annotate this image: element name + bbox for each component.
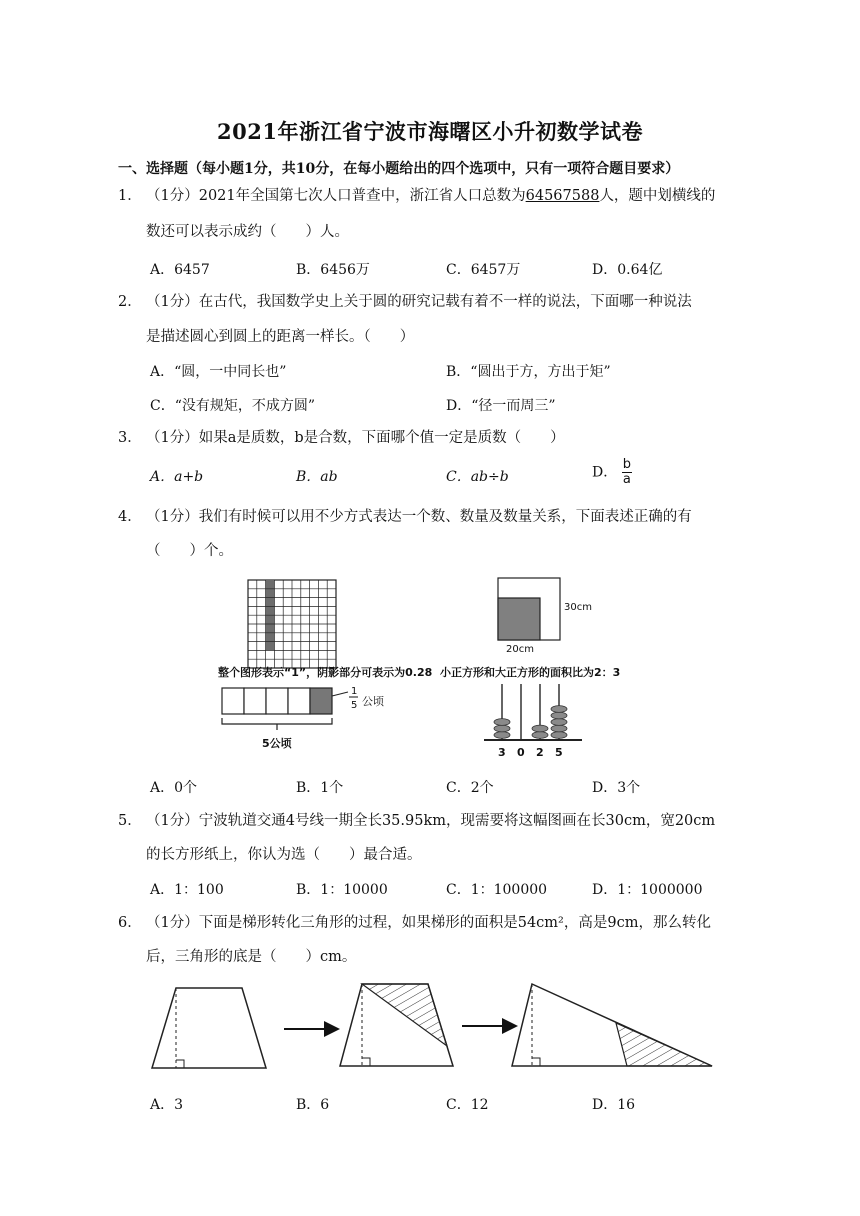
- q3-option-c[interactable]: C．ab÷b: [446, 469, 509, 485]
- q4-squares-figure: [498, 578, 560, 640]
- q1-underlined-number: 64567588: [525, 188, 600, 204]
- q3-frac-den: a: [622, 472, 631, 487]
- q4-small-square-label: 20cm: [506, 644, 534, 655]
- q4-option-d[interactable]: D．3个: [592, 780, 641, 796]
- q3-option-d-label: D．: [592, 464, 618, 481]
- q6-trapezoid-cut: [340, 984, 453, 1066]
- q3-number: 3．: [118, 430, 142, 446]
- q1-option-a[interactable]: A．6457: [150, 262, 210, 278]
- q6-line1: （1分）下面是梯形转化三角形的过程，如果梯形的面积是54cm²，高是9cm，那么转化: [146, 915, 711, 931]
- q3-frac-num: b: [622, 457, 631, 472]
- q6-triangle: [512, 984, 712, 1066]
- q4-abacus-digit: 0: [517, 746, 525, 759]
- q1-option-b[interactable]: B．6456万: [296, 262, 370, 278]
- q1-line2: 数还可以表示成约（ ）人。: [146, 224, 349, 240]
- q3-option-a[interactable]: A．a+b: [150, 469, 204, 485]
- q4-grid-shaded-cell: [266, 598, 275, 607]
- q1-option-c[interactable]: C．6457万: [446, 262, 521, 278]
- q4-big-square-label: 30cm: [564, 602, 592, 613]
- q4-abacus-bead: [551, 706, 567, 713]
- q6-option-d[interactable]: D．16: [592, 1097, 636, 1113]
- q4-abacus-bead: [551, 732, 567, 739]
- q2-option-a[interactable]: A．“圆，一中同长也”: [150, 364, 287, 380]
- q4-abacus-bead: [551, 725, 567, 732]
- q1-line1: [146, 186, 715, 206]
- q4-grid-shaded-cell: [266, 633, 275, 642]
- q4-grid-shaded-cell: [266, 615, 275, 624]
- q4-abacus-beads: [494, 706, 567, 739]
- q3-line1: （1分）如果a是质数，b是合数，下面哪个值一定是质数（ ）: [146, 430, 565, 446]
- q4-grid-caption: 整个图形表示“1”，阴影部分可表示为0.28: [218, 666, 433, 679]
- q4-abacus-bead: [532, 732, 548, 739]
- q6-line2: 后，三角形的底是（ ）cm。: [146, 949, 357, 965]
- q2-option-d[interactable]: D．“径一而周三”: [446, 398, 556, 414]
- q4-line1: （1分）我们有时候可以用不少方式表达一个数、数量及数量关系，下面表述正确的有: [146, 509, 692, 525]
- q4-grid-shaded-cell: [266, 589, 275, 598]
- q1-number: 1．: [118, 188, 142, 204]
- q4-line2: （ ）个。: [146, 543, 233, 559]
- q6-trapezoid: [152, 988, 266, 1068]
- q4-option-c[interactable]: C．2个: [446, 780, 494, 796]
- q6-option-a[interactable]: A．3: [150, 1097, 184, 1113]
- q4-bar-unit-label: 公顷: [362, 695, 384, 708]
- q6-figure: [140, 976, 730, 1076]
- q4-abacus-bead: [494, 719, 510, 726]
- q2-number: 2．: [118, 294, 142, 310]
- q3-fraction: [622, 458, 632, 487]
- q4-squares-caption: 小正方形和大正方形的面积比为2：3: [440, 666, 621, 679]
- q5-option-d[interactable]: D．1：1000000: [592, 882, 703, 898]
- q3-option-b[interactable]: B．ab: [296, 469, 338, 485]
- q4-abacus-bead: [551, 719, 567, 726]
- q4-grid-figure: [248, 580, 336, 668]
- q1-line1-a: （1分）2021年全国第七次人口普查中，浙江省人口总数为: [146, 188, 526, 204]
- q4-bar-shaded-cell: [310, 688, 332, 714]
- q4-bar-frac-den: 5: [351, 700, 358, 711]
- q5-number: 5．: [118, 813, 142, 829]
- q4-small-square: [498, 598, 540, 640]
- q4-abacus-digit: 5: [555, 746, 563, 759]
- q4-grid-shaded-cell: [266, 642, 275, 651]
- q4-abacus-bead: [551, 712, 567, 719]
- q4-bar-brace: [222, 718, 332, 730]
- q4-bar-total-label: 5公顷: [262, 737, 292, 750]
- q4-grid-shaded-cell: [266, 580, 275, 589]
- section-heading: 一、选择题（每小题1分，共10分，在每小题给出的四个选项中，只有一项符合题目要求）: [118, 161, 680, 177]
- q6-option-b[interactable]: B．6: [296, 1097, 330, 1113]
- q2-line2: 是描述圆心到圆上的距离一样长。（ ）: [146, 329, 415, 345]
- q1-option-d[interactable]: D．0.64亿: [592, 262, 663, 278]
- q6-option-c[interactable]: C．12: [446, 1097, 489, 1113]
- page-title: 2021年浙江省宁波市海曙区小升初数学试卷: [217, 119, 643, 144]
- q1-line1-b: 人，题中划横线的: [599, 188, 716, 204]
- q2-option-b[interactable]: B．“圆出于方，方出于矩”: [446, 364, 611, 380]
- q4-abacus-bead: [494, 732, 510, 739]
- q2-option-c[interactable]: C．“没有规矩，不成方圆”: [150, 398, 316, 414]
- q4-bar-figure: [222, 688, 348, 730]
- q5-option-a[interactable]: A．1：100: [150, 882, 224, 898]
- q4-abacus-bead: [494, 725, 510, 732]
- q3-option-d[interactable]: [592, 458, 632, 487]
- q4-option-b[interactable]: B．1个: [296, 780, 344, 796]
- q4-grid-shaded-cell: [266, 606, 275, 615]
- q5-option-b[interactable]: B．1：10000: [296, 882, 388, 898]
- q4-number: 4．: [118, 509, 142, 525]
- q4-abacus-digit: 2: [536, 746, 544, 759]
- q5-option-c[interactable]: C．1：100000: [446, 882, 548, 898]
- q4-abacus-digit: 3: [498, 746, 506, 759]
- q6-number: 6．: [118, 915, 142, 931]
- q4-figures: [210, 572, 660, 764]
- q2-line1: （1分）在古代，我国数学史上关于圆的研究记载有着不一样的说法，下面哪一种说法: [146, 294, 692, 310]
- q4-abacus-bead: [532, 725, 548, 732]
- q4-option-a[interactable]: A．0个: [150, 780, 198, 796]
- q4-abacus-figure: [484, 684, 582, 740]
- q5-line1: （1分）宁波轨道交通4号线一期全长35.95km，现需要将这幅图画在长30cm，宽20cm: [146, 813, 716, 829]
- q5-line2: 的长方形纸上，你认为选（ ）最合适。: [146, 847, 422, 863]
- q4-grid-shaded-cell: [266, 624, 275, 633]
- q4-bar-frac-num: 1: [351, 686, 358, 697]
